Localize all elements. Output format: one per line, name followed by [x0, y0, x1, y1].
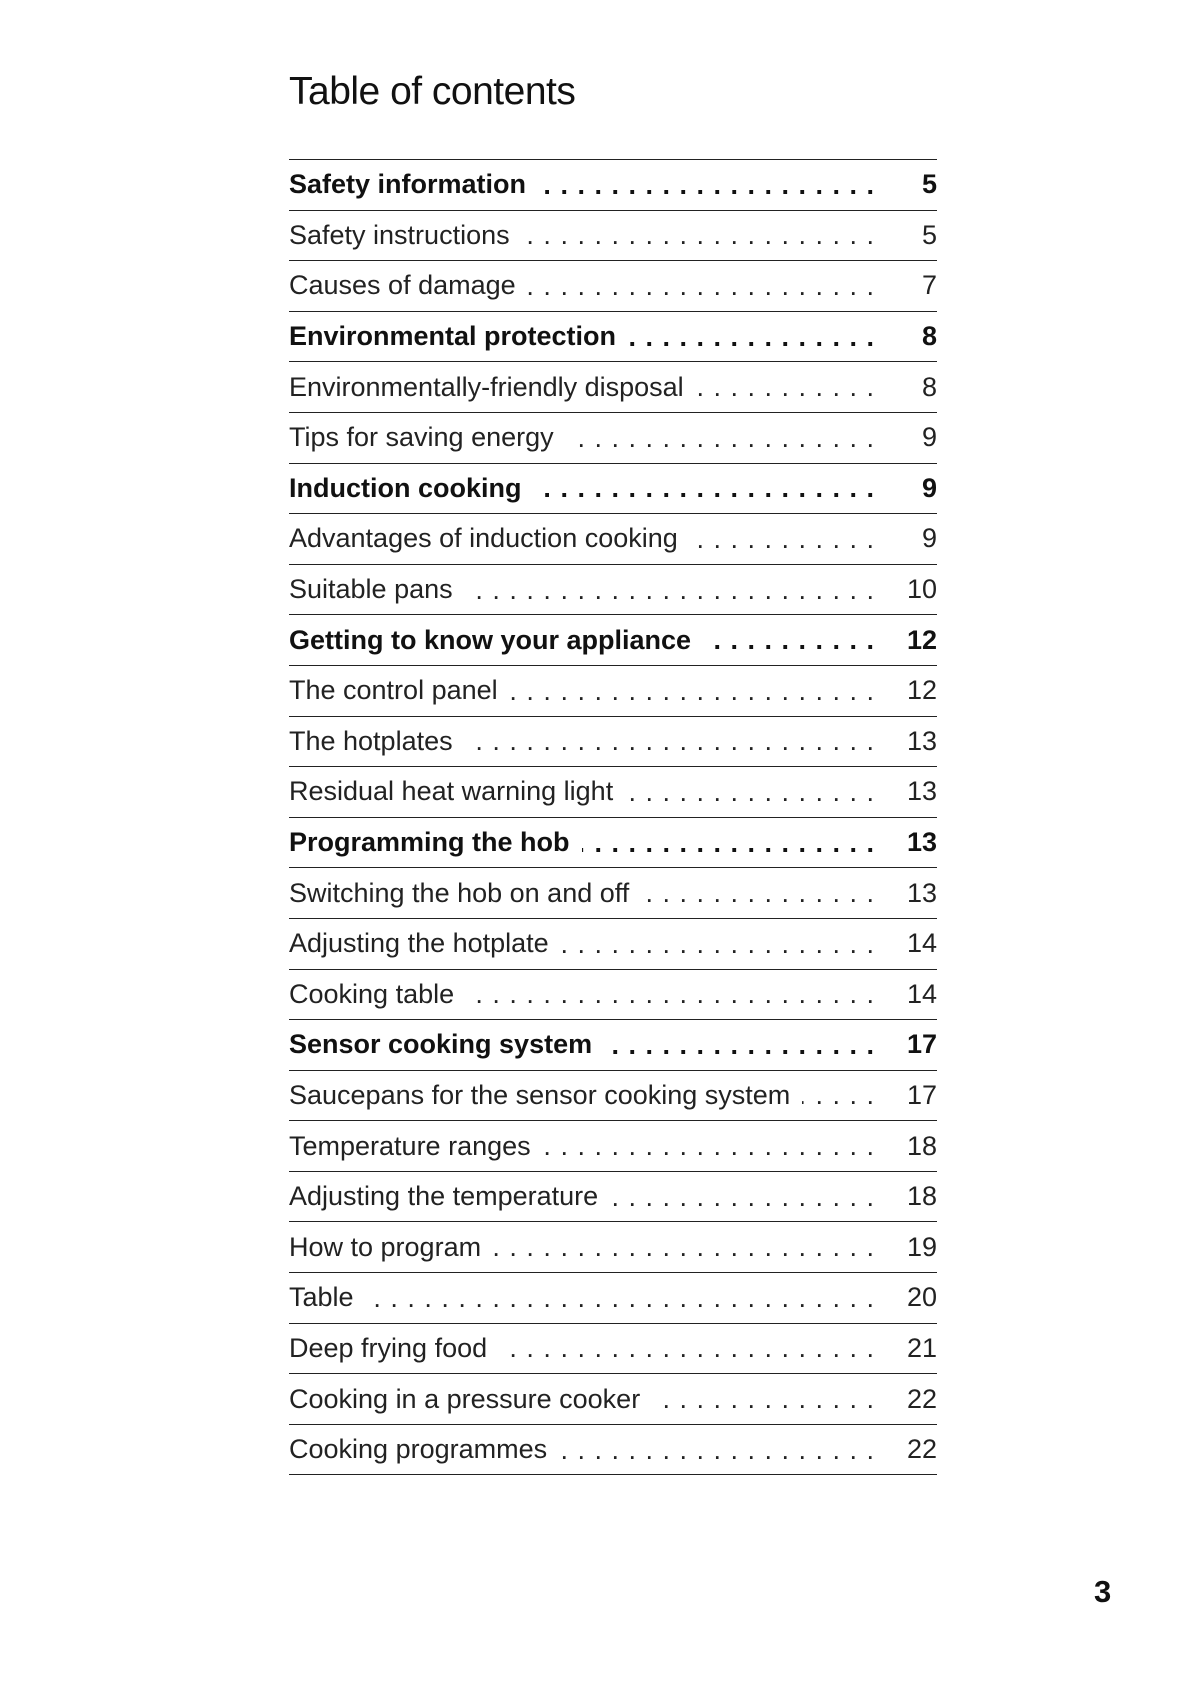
toc-entry-page: 19 [906, 1231, 937, 1262]
toc-entry [289, 261, 937, 312]
toc-dot-leader [559, 1435, 875, 1465]
toc-dot-leader [465, 726, 875, 756]
toc-entry-page: 14 [906, 978, 937, 1009]
toc-entry-label: Sensor cooking system [289, 1029, 593, 1060]
toc-entry-label: Safety instructions [289, 219, 510, 250]
toc-entry-page: 21 [906, 1332, 937, 1363]
toc-entry-label: Table [289, 1282, 354, 1313]
toc-dot-leader [628, 322, 875, 352]
toc-entry [289, 211, 937, 262]
toc-dot-leader [610, 1182, 875, 1212]
toc-section-entry [289, 312, 937, 363]
toc-entry [289, 1172, 937, 1223]
toc-entry [289, 919, 937, 970]
toc-dot-leader [538, 170, 875, 200]
toc-dot-leader [366, 1283, 875, 1313]
toc-dot-leader [533, 473, 875, 503]
toc-dot-leader [696, 372, 875, 402]
toc-entry-page: 8 [921, 371, 937, 402]
toc-section-entry [289, 818, 937, 869]
toc-entry-label: Cooking programmes [289, 1434, 548, 1465]
toc-entry-label: Adjusting the temperature [289, 1181, 599, 1212]
toc-dot-leader [604, 1030, 875, 1060]
toc-entry-page: 12 [906, 675, 937, 706]
toc-dot-leader [802, 1080, 875, 1110]
toc-entry-label: Deep frying food [289, 1332, 488, 1363]
toc-entry-page: 18 [906, 1181, 937, 1212]
toc-entry-label: Suitable pans [289, 574, 453, 605]
toc-entry-page: 18 [906, 1130, 937, 1161]
toc-entry [289, 514, 937, 565]
toc-entry [289, 868, 937, 919]
toc-entry [289, 362, 937, 413]
toc-entry [289, 1374, 937, 1425]
toc-entry-page: 13 [906, 776, 937, 807]
toc-dot-leader [703, 625, 875, 655]
toc-entry-label: The hotplates [289, 725, 453, 756]
toc-entry-label: Saucepans for the sensor cooking system [289, 1079, 791, 1110]
toc-dot-leader [641, 878, 875, 908]
toc-entry-label: Getting to know your appliance [289, 624, 692, 655]
toc-dot-leader [652, 1384, 875, 1414]
toc-entry-page: 12 [906, 624, 937, 655]
toc-entry-label: Safety information [289, 169, 527, 200]
toc-entry-page: 20 [906, 1282, 937, 1313]
toc-entry-page: 17 [906, 1079, 937, 1110]
toc-entry-label: Programming the hob [289, 827, 570, 858]
toc-section-entry [289, 1020, 937, 1071]
toc-entry-page: 10 [906, 574, 937, 605]
toc-entry-label: How to program [289, 1231, 482, 1262]
toc-entry [289, 970, 937, 1021]
toc-entry-label: Cooking in a pressure cooker [289, 1383, 641, 1414]
toc-entry-page: 9 [921, 523, 937, 554]
toc-entry [289, 565, 937, 616]
toc-entry-label: Temperature ranges [289, 1130, 531, 1161]
toc-entry [289, 1273, 937, 1324]
toc-entry-label: Switching the hob on and off [289, 877, 630, 908]
toc-entry-label: Tips for saving energy [289, 422, 554, 453]
toc-entry-page: 22 [906, 1434, 937, 1465]
toc-entry-label: Cooking table [289, 978, 455, 1009]
toc-entry-label: Causes of damage [289, 270, 516, 301]
toc-entry-label: Advantages of induction cooking [289, 523, 678, 554]
table-of-contents [289, 159, 937, 1475]
toc-entry [289, 1425, 937, 1476]
toc-entry [289, 1121, 937, 1172]
toc-entry-label: Adjusting the hotplate [289, 928, 549, 959]
toc-dot-leader [493, 1232, 875, 1262]
page-number: 3 [1094, 1574, 1112, 1609]
toc-entry-label: Residual heat warning light [289, 776, 614, 807]
toc-entry-label: The control panel [289, 675, 498, 706]
toc-entry-page: 13 [906, 827, 937, 858]
toc-entry [289, 1324, 937, 1375]
toc-dot-leader [465, 575, 875, 605]
toc-entry-page: 13 [906, 725, 937, 756]
toc-entry-page: 17 [906, 1029, 937, 1060]
toc-dot-leader [528, 271, 875, 301]
toc-entry-label: Environmental protection [289, 321, 617, 352]
toc-entry-page: 9 [921, 422, 937, 453]
toc-dot-leader [690, 524, 875, 554]
toc-entry-page: 5 [921, 219, 937, 250]
toc-entry [289, 666, 937, 717]
toc-entry-page: 14 [906, 928, 937, 959]
toc-dot-leader [499, 1333, 875, 1363]
toc-entry-page: 9 [921, 472, 937, 503]
toc-entry-label: Induction cooking [289, 472, 522, 503]
toc-dot-leader [543, 1131, 875, 1161]
toc-entry [289, 767, 937, 818]
toc-entry [289, 1071, 937, 1122]
toc-section-entry [289, 160, 937, 211]
toc-section-entry [289, 615, 937, 666]
toc-entry-page: 22 [906, 1383, 937, 1414]
toc-section-entry [289, 464, 937, 515]
toc-dot-leader [561, 929, 875, 959]
toc-dot-leader [582, 828, 875, 858]
toc-entry-label: Environmentally-friendly disposal [289, 371, 684, 402]
toc-dot-leader [625, 777, 875, 807]
page-title: Table of contents [289, 70, 576, 113]
toc-entry-page: 7 [921, 270, 937, 301]
toc-entry [289, 1222, 937, 1273]
toc-dot-leader [522, 220, 875, 250]
toc-entry-page: 13 [906, 877, 937, 908]
toc-dot-leader [466, 979, 875, 1009]
toc-dot-leader [566, 423, 875, 453]
toc-entry-page: 5 [921, 169, 937, 200]
toc-entry [289, 717, 937, 768]
toc-entry-page: 8 [921, 321, 937, 352]
toc-entry [289, 413, 937, 464]
toc-dot-leader [510, 676, 875, 706]
